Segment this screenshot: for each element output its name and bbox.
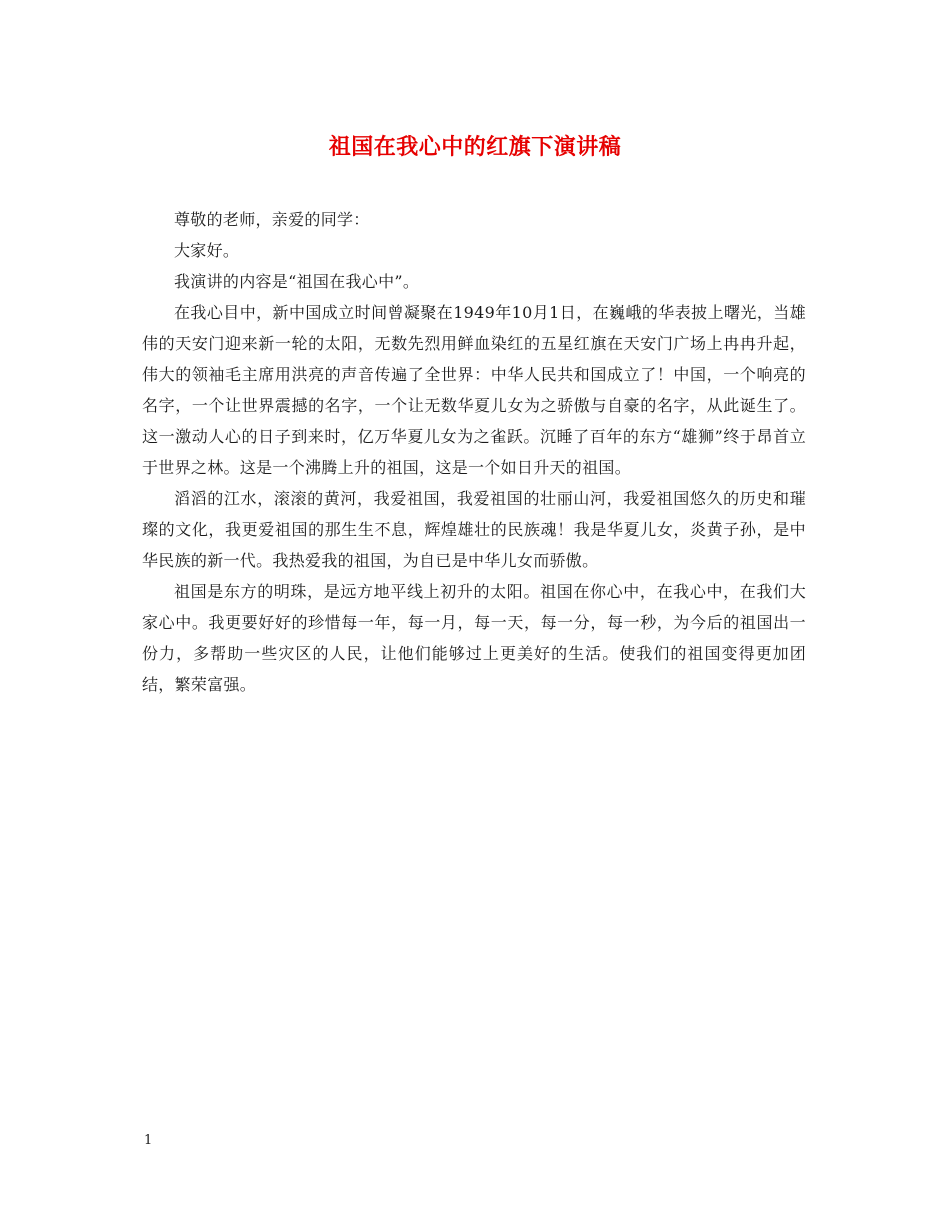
paragraph-hello: 大家好。 [174,241,240,260]
paragraph-love: 滔滔的江水，滚滚的黄河，我爱祖国，我爱祖国的壮丽山河，我爱祖国悠久的历史和璀璨的文化，我更爱祖国的那生生不息，辉煌雄壮的民族魂！我是华夏儿女，炎黄子孙，是中华民族的新一代。我热爱我的祖国，为自已是中华儿女而骄傲。 [142,489,806,570]
paragraph-conclusion: 祖国是东方的明珠，是远方地平线上初升的太阳。祖国在你心中，在我心中，在我们大家心中。我更要好好的珍惜每一年，每一月，每一天，每一分，每一秒，为今后的祖国出一份力，多帮助一些灾区的人民，让他们能够过上更美好的生活。使我们的祖国变得更加团结，繁荣富强。 [142,582,806,694]
paragraph-history: 在我心目中，新中国成立时间曾凝聚在1949年10月1日，在巍峨的华表披上曙光，当雄伟的天安门迎来新一轮的太阳，无数先烈用鲜血染红的五星红旗在天安门广场上冉冉升起，伟大的领袖毛主席用洪亮的声音传遍了全世界：中华人民共和国成立了！中国，一个响亮的名字，一个让世界震撼的名字，一个让无数华夏儿女为之骄傲与自豪的名字，从此诞生了。这一激动人心的日子到来时，亿万华夏儿女为之雀跃。沉睡了百年的东方“雄狮”终于昂首立于世界之林。这是一个沸腾上升的祖国，这是一个如日升天的祖国。 [142,303,806,477]
page-number: 1 [144,1133,153,1148]
paragraph-topic: 我演讲的内容是“祖国在我心中”。 [174,272,420,291]
paragraph-greeting: 尊敬的老师，亲爱的同学： [174,210,370,229]
document-body [142,204,806,700]
document-title: 祖国在我心中的红旗下演讲稿 [328,134,622,160]
